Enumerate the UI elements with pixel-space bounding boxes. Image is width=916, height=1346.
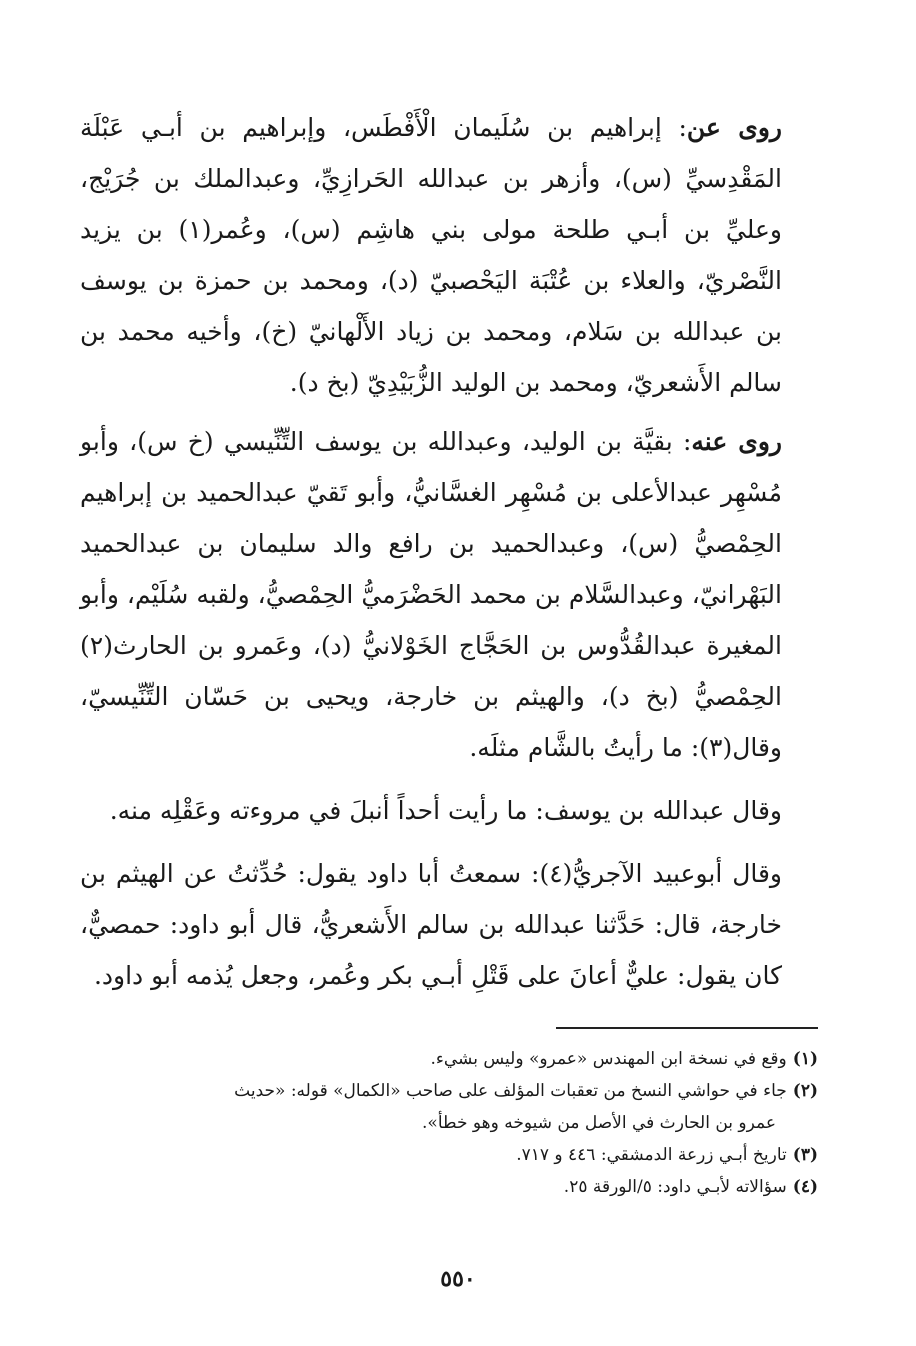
paragraph-lead: روى عنه: [691, 427, 782, 456]
footnote-1: [80, 1043, 818, 1075]
paragraph-text: : بقيَّة بن الوليد، وعبدالله بن يوسف التِّنِّيسي (خ س)، وأبو مُسْهِر عبدالأعلى بن مُسْهِر الغسَّانيُّ، وأبو تَقيّ عبدالحميد بن إبراهيم الحِمْصيُّ (س)، وعبدالحميد بن رافع والد سليمان بن عبدالحميد البَهْرانيّ، وعبدالسَّلام بن محمد الحَضْرَميُّ الحِمْصيُّ، ولقبه سُلَيْم، وأبو المغيرة عبدالقُدُّوس بن الحَجَّاج الخَوْلانيُّ (د)، وعَمرو بن الحارث(٢) الحِمْصيُّ (بخ د)، والهيثم بن خارجة، ويحيى بن حَسّان التِّنِّيسيّ، وقال(٣): ما رأيتُ بالشَّام مثلَه.: [80, 427, 782, 762]
paragraph-narrated-by: [80, 416, 818, 773]
footnote-2-continuation: عمرو بن الحارث في الأصل من شيوخه وهو خطأ».: [422, 1113, 776, 1133]
footnote-2: [80, 1075, 818, 1107]
paragraph-quote-abdullah: [80, 785, 818, 836]
paragraph-narrated-from: [80, 102, 818, 408]
page-number: ٥٥٠: [440, 1266, 476, 1292]
footnote-divider: [556, 1027, 818, 1029]
footnote-text: جاء في حواشي النسخ من تعقبات المؤلف على صاحب «الكمال» قوله: «حديث: [234, 1081, 787, 1101]
footnotes: [80, 1043, 818, 1203]
footnote-text: وقع في نسخة ابن المهندس «عمرو» وليس بشيء.: [430, 1049, 787, 1069]
footnote-number: (٣): [792, 1145, 818, 1165]
paragraph-text: وقال عبدالله بن يوسف: ما رأيت أحداً أنبلَ في مروءته وعَقْلِه منه.: [109, 796, 782, 825]
paragraph-text: : إبراهيم بن سُلَيمان الْأَفْطَس، وإبراهيم بن أبـي عَبْلَة المَقْدِسيِّ (س)، وأزهر بن عبدالله الحَرازِيِّ، وعبدالملك بن جُرَيْج، وعليِّ بن أبـي طلحة مولى بني هاشِم (س)، وعُمر(١) بن يزيد النَّصْريّ، والعلاء بن عُتْبَة اليَحْصبيّ (د)، ومحمد بن حمزة بن يوسف بن عبدالله بن سَلام، ومحمد بن زياد الأَلْهانيّ (خ)، وأخيه محمد بن سالم الأَشعريّ، ومحمد بن الوليد الزُّبَيْدِيّ (بخ د).: [80, 113, 782, 397]
footnote-number: (١): [792, 1049, 818, 1069]
footnote-3: [80, 1139, 818, 1171]
paragraph-text: وقال أبوعبيد الآجريُّ(٤): سمعتُ أبا داود يقول: حُدِّثتُ عن الهيثم بن خارجة، قال: حَدَّثنا عبدالله بن سالم الأَشعريُّ، قال أبو داود: حمصيٌّ، كان يقول: عليٌّ أعانَ على قَتْلِ أبـي بكر وعُمر، وجعل يُذمه أبو داود.: [80, 859, 782, 990]
footnote-4: [80, 1171, 818, 1203]
footnote-text: سؤالاته لأبـي داود: ٥/الورقة ٢٥.: [563, 1177, 787, 1197]
footnote-number: (٤): [792, 1177, 818, 1197]
paragraph-lead: روى عن: [686, 113, 782, 142]
main-text: [80, 102, 818, 1001]
footnote-text: تاريخ أبـي زرعة الدمشقي: ٤٤٦ و ٧١٧.: [516, 1145, 787, 1165]
paragraph-quote-ajurri: [80, 848, 818, 1001]
footnote-number: (٢): [792, 1081, 818, 1101]
